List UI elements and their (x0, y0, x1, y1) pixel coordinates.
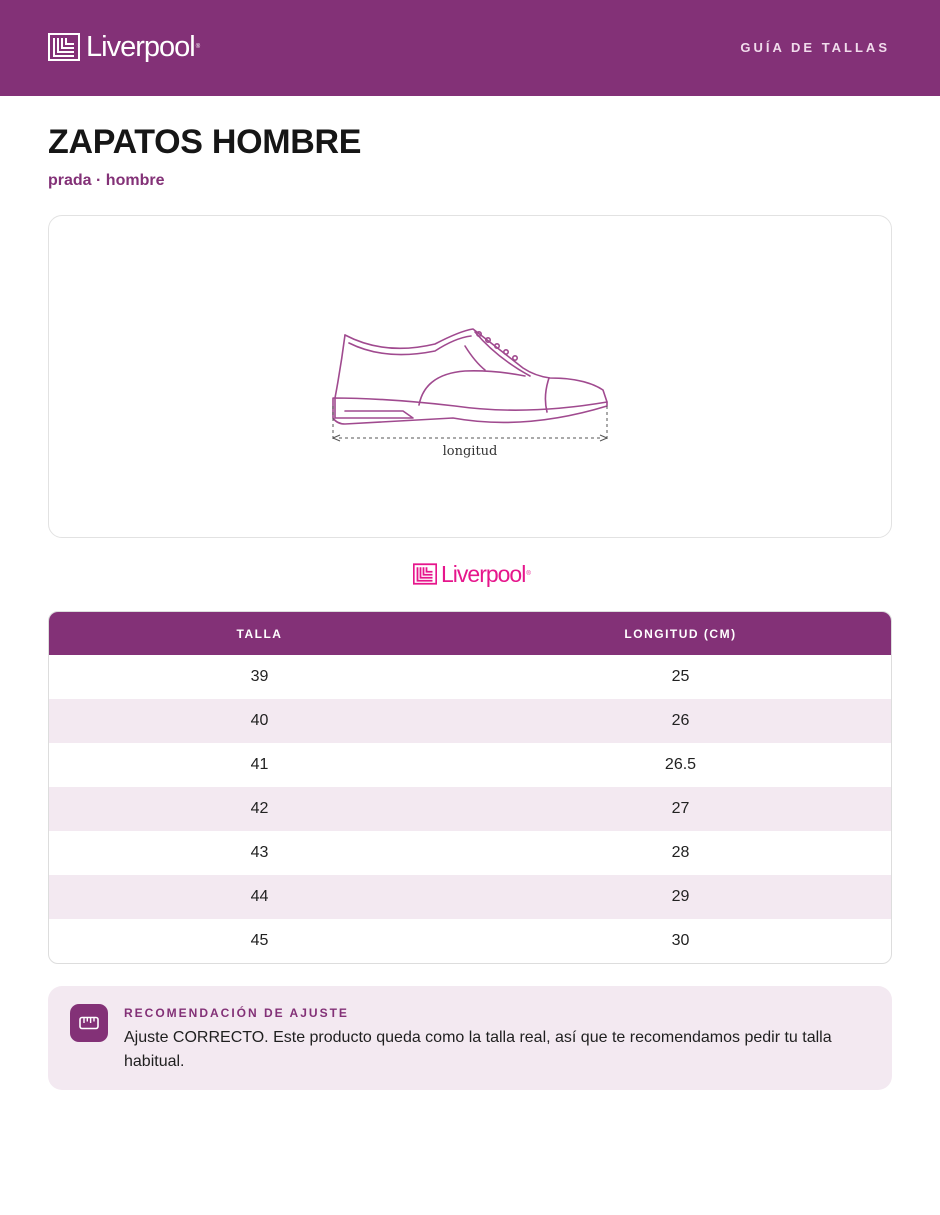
size-cell: 40 (250, 712, 269, 729)
liverpool-logo-icon (48, 33, 80, 61)
shoe-illustration-card (48, 215, 892, 538)
liverpool-logo-icon (413, 563, 437, 585)
size-cell: 44 (250, 888, 269, 905)
header-title: GUÍA DE TALLAS (740, 40, 890, 55)
length-cell: 26.5 (664, 756, 697, 773)
size-cell: 45 (250, 932, 269, 949)
length-cell: 27 (671, 800, 690, 817)
column-header-talla: TALLA (236, 626, 283, 641)
table-row (49, 655, 891, 699)
liverpool-logo-secondary (413, 560, 531, 588)
fit-recommendation-label: RECOMENDACIÓN DE AJUSTE (124, 1006, 349, 1020)
size-cell: 41 (250, 756, 269, 773)
length-cell: 30 (671, 932, 690, 949)
length-cell: 28 (671, 844, 690, 861)
table-row (49, 875, 891, 919)
liverpool-logo-text: Liverpool (86, 30, 195, 63)
page-header (0, 0, 940, 96)
table-row (49, 743, 891, 787)
size-table (48, 611, 892, 964)
registered-mark: ® (526, 571, 531, 577)
fit-recommendation (48, 986, 892, 1090)
size-cell: 43 (250, 844, 269, 861)
column-header-longitud: LONGITUD (CM) (624, 626, 737, 641)
page-subtitle: prada · hombre (48, 172, 165, 189)
liverpool-logo-text: Liverpool (441, 560, 526, 587)
length-cell: 29 (671, 888, 690, 905)
size-cell: 39 (250, 668, 269, 685)
table-row (49, 919, 891, 963)
shoe-icon (325, 266, 615, 486)
registered-mark: ® (195, 44, 201, 50)
liverpool-logo[interactable] (48, 30, 200, 64)
length-cell: 25 (671, 668, 690, 685)
page-title: ZAPATOS HOMBRE (48, 123, 362, 161)
table-header (49, 612, 891, 655)
fit-recommendation-text: Ajuste CORRECTO. Este producto queda como la talla real, así que te recomendamos pedir tu talla habitual. (124, 1029, 832, 1070)
length-cell: 26 (671, 712, 690, 729)
table-row (49, 699, 891, 743)
table-row (49, 831, 891, 875)
size-cell: 42 (250, 800, 269, 817)
ruler-icon (70, 1004, 108, 1042)
table-row (49, 787, 891, 831)
measure-label: longitud (442, 444, 498, 459)
